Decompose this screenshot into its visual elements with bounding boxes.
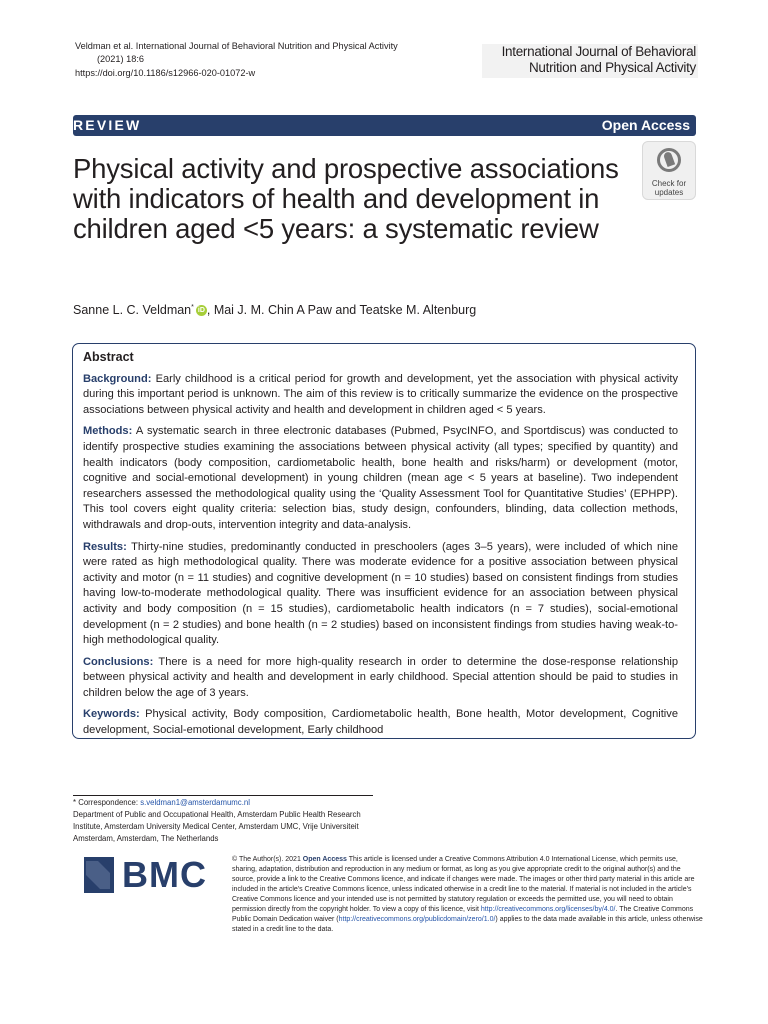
check-for-updates-text	[643, 179, 695, 197]
conclusions-label: Conclusions:	[83, 655, 154, 668]
open-access-label: Open Access	[601, 117, 690, 133]
corresponding-mark: *	[191, 304, 194, 311]
abstract-heading: Abstract	[83, 350, 134, 364]
abstract-results	[83, 540, 678, 649]
article-type-label: REVIEW	[73, 117, 142, 133]
methods-text: A systematic search in three electronic databases (Pubmed, PsycINFO, and Sportdiscus) was conducted to identify prospective studies examining the associations between physical activity (all types; specified by quantity) and health indicators (body composition, cardiometabolic health, bone health and risks/harm) or development (motor, cognitive and social-emotional development) in young children (mean age < 5 years at baseline). Two independent researchers assessed the methodological quality using the ‘Quality Assessment Tool for Quantitative Studies’ (EPHPP). This tool covers eight quality criteria: selection bias, study design, confounders, blinding, data collection methods, withdrawals and drop-outs, intervention integrity and data-analysis.	[83, 425, 678, 531]
citation-line-2: (2021) 18:6	[97, 54, 144, 65]
author-list	[73, 299, 633, 319]
license-open-access: Open Access	[302, 856, 347, 863]
doi-link[interactable]: https://doi.org/10.1186/s12966-020-01072-w	[75, 67, 256, 78]
article-title: Physical activity and prospective associations with indicators of health and development in children aged <5 years: a systematic review	[73, 153, 619, 245]
license-statement	[232, 855, 704, 935]
journal-name-line-1: International Journal of Behavioral	[501, 44, 696, 59]
badge-line-1: Check for	[651, 179, 687, 188]
correspondence-footnote	[73, 797, 383, 845]
cc-zero-link[interactable]: http://creativecommons.org/publicdomain/zero/1.0/	[338, 916, 496, 923]
article-type-bar	[73, 115, 696, 136]
abstract-box	[72, 343, 696, 739]
citation-header	[75, 40, 455, 80]
background-text: Early childhood is a critical period for growth and development, yet the association with physical activity during this important period is unknown. The aim of this review is to critically summarize the evidence on the prospective associations between physical activity and health and development in children aged < 5 years.	[83, 372, 678, 416]
abstract-conclusions	[83, 655, 678, 702]
check-for-updates-icon	[657, 148, 681, 172]
citation-line-1: Veldman et al. International Journal of Behavioral Nutrition and Physical Activity	[75, 41, 398, 51]
bmc-logo-icon	[84, 855, 120, 895]
orcid-icon[interactable]: iD	[197, 307, 205, 315]
results-text: Thirty-nine studies, predominantly conducted in preschoolers (ages 3–5 years), were included of which nine were rated as high methodological quality. There was moderate evidence for a positive association between physical activity and motor (n = 11 studies) and cognitive development (n = 10 studies) based on consistent findings from studies having low-to-moderate methodological quality. There was insufficient evidence for an association between physical activity and body composition (n = 15 studies), cardiometabolic health indicators (n = 7 studies), social-emotional development (n = 2 studies) and bone health (n = 2 studies) based on inconsistent findings from studies having weak-to-high methodological quality.	[83, 540, 678, 647]
keywords-label: Keywords:	[83, 708, 140, 721]
copyright-text: © The Author(s). 2021	[232, 856, 303, 863]
author-1[interactable]: Sanne L. C. Veldman	[73, 303, 192, 318]
badge-line-2: updates	[654, 188, 684, 197]
journal-name-line-2: Nutrition and Physical Activity	[528, 60, 696, 75]
license-text-3: ) applies to the data made available in this article, unless otherwise stated in a credit line to the data.	[232, 916, 703, 933]
conclusions-text: There is a need for more high-quality research in order to determine the dose-response relationship between physical activity and health and development in early childhood. Special attention should be paid to studies in children below the age of 3 years.	[83, 655, 678, 699]
cc-by-link[interactable]: http://creativecommons.org/licenses/by/4.0/	[480, 906, 616, 913]
results-label: Results:	[83, 540, 127, 553]
journal-brand	[482, 44, 698, 78]
correspondence-email-link[interactable]: s.veldman1@amsterdamumc.nl	[140, 798, 250, 807]
check-for-updates-badge[interactable]	[642, 141, 696, 200]
license-text-1: This article is licensed under a Creative Commons Attribution 4.0 International License, which permits use, sharing, adaptation, distribution and reproduction in any medium or format, as long as you give appropriate credit to the original author(s) and the source, provide a link to the Creative Commons licence, and indicate if changes were made. The images or other third party material in this article are included in the article's Creative Commons licence, unless indicated otherwise in a credit line to the material. If material is not included in the article's Creative Commons licence and your intended use is not permitted by statutory regulation or exceeds the permitted use, you will need to obtain permission directly from the copyright holder. To view a copy of this licence, visit	[232, 856, 695, 913]
bmc-logo[interactable]	[84, 855, 216, 895]
abstract-methods	[83, 424, 678, 533]
other-authors: , Mai J. M. Chin A Paw and Teatske M. Altenburg	[206, 303, 477, 318]
methods-label: Methods:	[83, 425, 133, 438]
background-label: Background:	[83, 372, 152, 385]
license-text-2: . The Creative Commons Public Domain Dedication waiver (	[232, 906, 694, 923]
correspondence-prefix: * Correspondence:	[73, 798, 141, 807]
bmc-logo-text: BMC	[122, 854, 207, 895]
keywords-text: Physical activity, Body composition, Cardiometabolic health, Bone health, Motor development, Cognitive development, Social-emotional development, Early childhood	[83, 708, 678, 737]
abstract-background	[83, 372, 678, 419]
correspondence-affiliation: Department of Public and Occupational Health, Amsterdam Public Health Research Institute, Amsterdam University Medical Center, Amsterdam UMC, Vrije Universiteit Amsterdam, Amsterdam, The Netherlands	[73, 810, 361, 843]
footnote-divider	[73, 795, 373, 796]
abstract-keywords	[83, 707, 678, 738]
